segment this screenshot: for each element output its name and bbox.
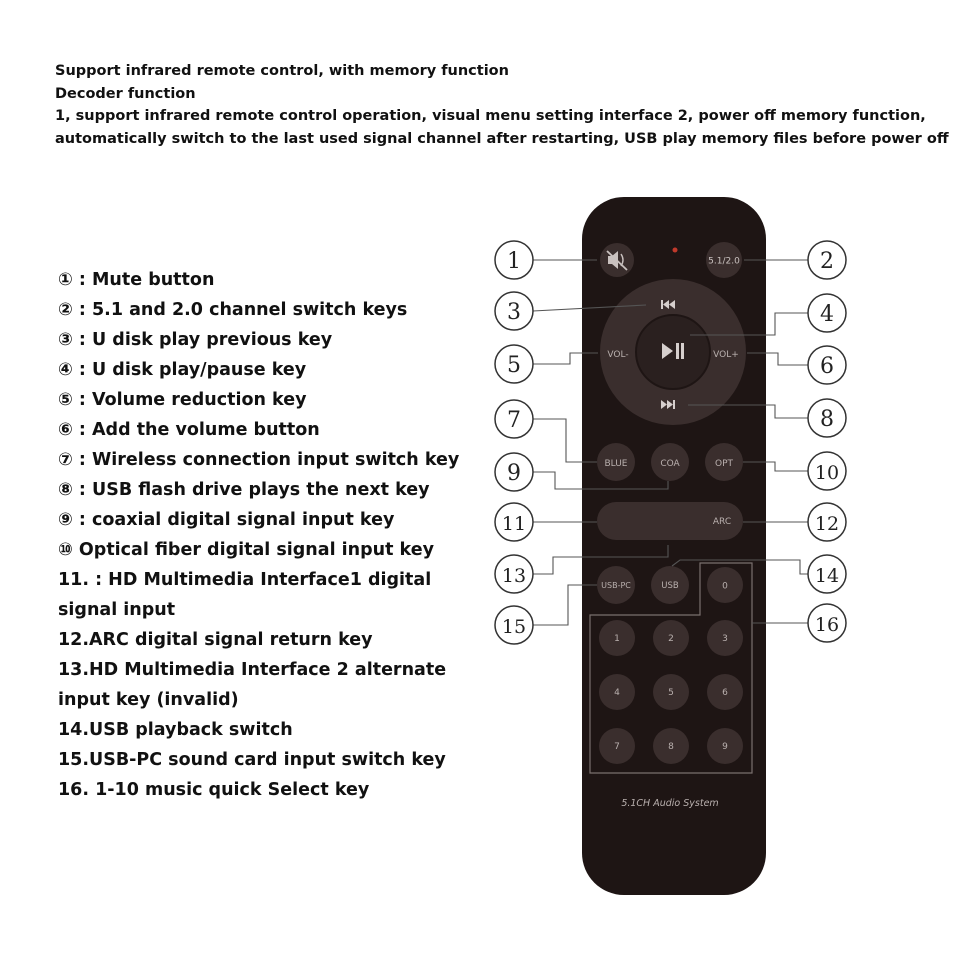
callout-15: 15	[501, 616, 527, 638]
play-pause-button[interactable]	[636, 315, 710, 389]
volume-down-button[interactable]: VOL-	[607, 350, 629, 360]
callout-1: 1	[507, 249, 521, 274]
legend-item: 11. : HD Multimedia Interface1 digital signal input	[58, 570, 432, 620]
volume-up-button[interactable]: VOL+	[713, 350, 739, 360]
digit-label: 9	[722, 742, 728, 752]
usb-pc-label: USB-PC	[601, 581, 631, 590]
channel-switch-label: 5.1/2.0	[708, 256, 740, 267]
callout-12: 12	[814, 513, 840, 535]
digit-label: 3	[722, 634, 728, 644]
callout-10: 10	[814, 462, 840, 484]
ir-led	[673, 248, 678, 253]
intro-line: Support infrared remote control, with memory function	[55, 63, 509, 79]
callout-4: 4	[820, 302, 834, 327]
usb-label: USB	[661, 581, 679, 591]
callout-2: 2	[820, 249, 834, 274]
digit-label: 0	[722, 581, 728, 592]
legend-item: ⑦ : Wireless connection input switch key	[58, 450, 460, 470]
brand-text: 5.1CH Audio System	[621, 798, 719, 809]
callout-6: 6	[820, 354, 834, 379]
legend-item: 15.USB-PC sound card input switch key	[58, 750, 446, 770]
callout-8: 8	[820, 407, 834, 432]
bluetooth-label: BLUE	[604, 459, 628, 469]
intro-line: automatically switch to the last used signal channel after restarting, USB play memory files before power off	[55, 130, 949, 147]
legend-item: ④ : U disk play/pause key	[58, 360, 307, 380]
digit-label: 2	[668, 634, 674, 644]
legend-item: 12.ARC digital signal return key	[58, 630, 373, 650]
legend-item: ⑤ : Volume reduction key	[58, 390, 307, 410]
digit-label: 1	[614, 634, 620, 644]
legend-item: 14.USB playback switch	[58, 720, 293, 740]
legend-item: ⑩ Optical fiber digital signal input key	[58, 540, 435, 560]
digit-label: 7	[614, 742, 620, 752]
callout-5: 5	[507, 353, 521, 378]
callout-11: 11	[501, 513, 527, 535]
callout-7: 7	[507, 408, 521, 433]
intro-line: Decoder function	[55, 85, 196, 102]
coaxial-label: COA	[660, 459, 680, 469]
digit-label: 6	[722, 688, 728, 698]
legend-item: ③ : U disk play previous key	[58, 330, 333, 350]
callout-3: 3	[507, 300, 521, 325]
optical-label: OPT	[714, 459, 734, 469]
legend-item: 16. 1-10 music quick Select key	[58, 780, 370, 800]
callout-13: 13	[501, 565, 527, 587]
legend-item: ⑥ : Add the volume button	[58, 420, 320, 440]
legend-item: ⑧ : USB flash drive plays the next key	[58, 480, 430, 500]
legend-item: 13.HD Multimedia Interface 2 alternate input key (invalid)	[58, 660, 447, 710]
callout-14: 14	[814, 565, 840, 587]
legend-item: ⑨ : coaxial digital signal input key	[58, 510, 395, 530]
legend-item: ② : 5.1 and 2.0 channel switch keys	[58, 300, 408, 320]
legend-item: ① : Mute button	[58, 270, 215, 290]
arc-label: ARC	[712, 517, 732, 527]
digit-label: 5	[668, 688, 674, 698]
callout-9: 9	[507, 461, 521, 486]
callout-16: 16	[814, 614, 840, 636]
digit-label: 4	[614, 688, 620, 698]
digit-label: 8	[668, 742, 674, 752]
intro-line: 1, support infrared remote control operation, visual menu setting interface 2, power off memory function,	[55, 108, 926, 124]
